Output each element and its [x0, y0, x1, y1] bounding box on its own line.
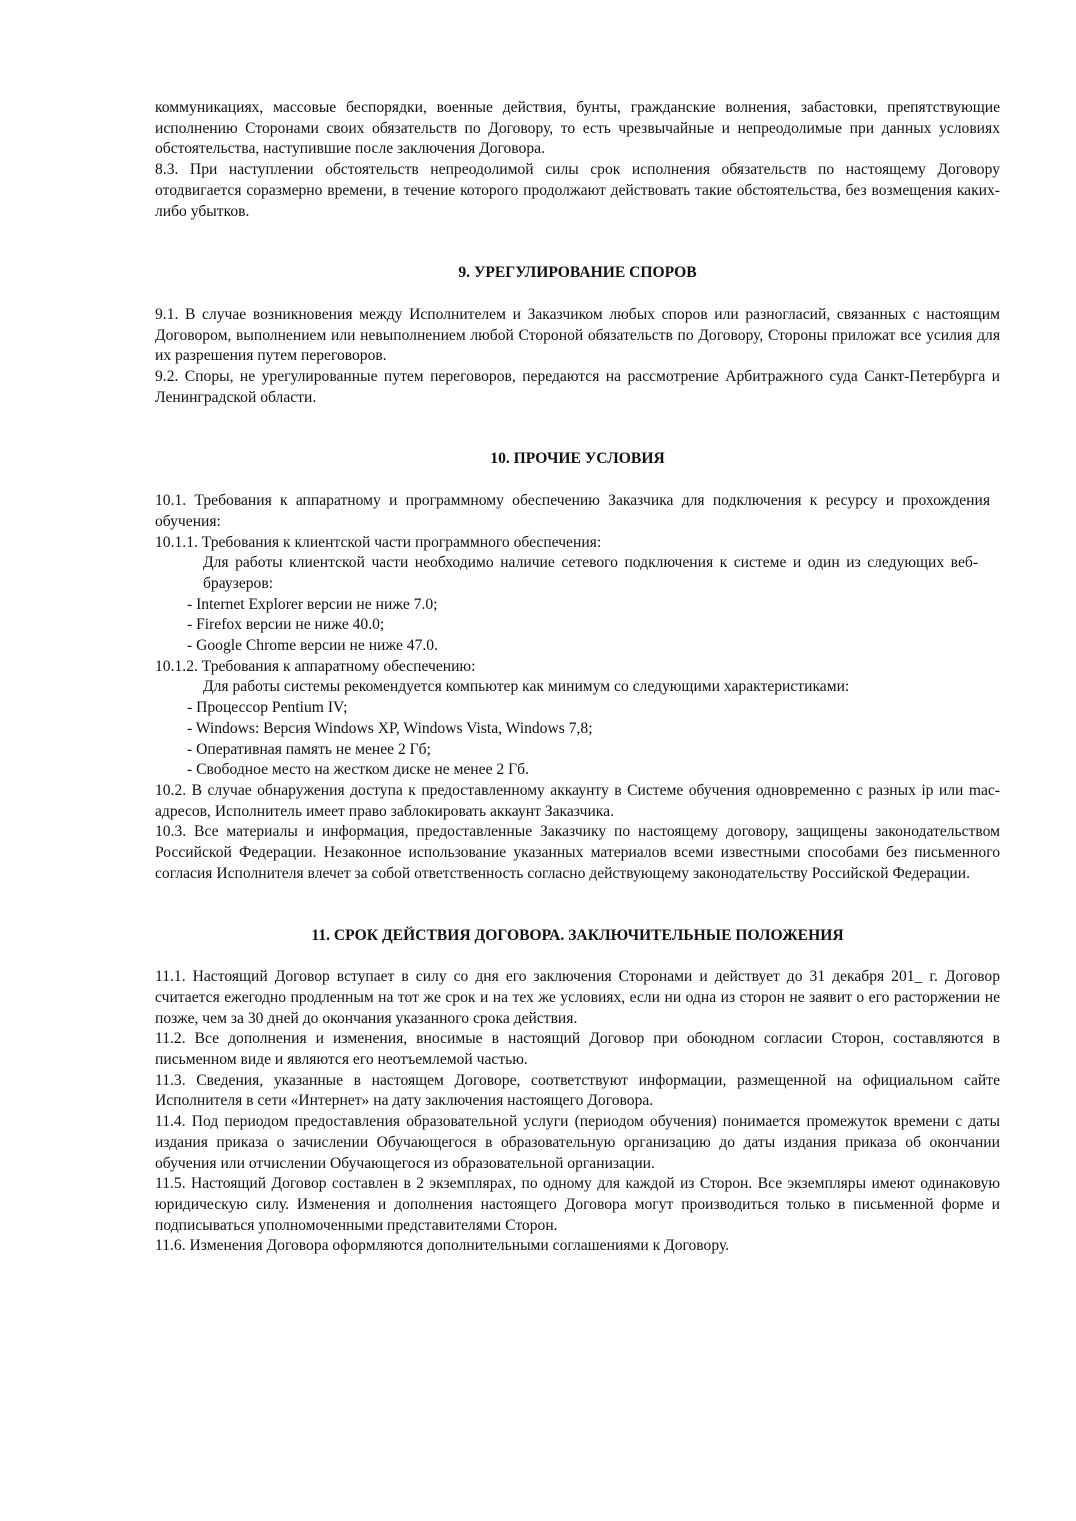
paragraph-8-2-continued: коммуникациях, массовые беспорядки, военные действия, бунты, гражданские волнения, забастовки, препятствующие исполнению Сторонами своих обязательств по Договору, то есть чрезвычайные и непреодолимые при данных условиях обстоятельства, наступившие после заключения Договора.	[155, 99, 1000, 158]
list-item-hardware: - Windows: Версия Windows XP, Windows Vista, Windows 7,8;	[187, 719, 593, 737]
paragraph-10-1-1-text: Для работы клиентской части необходимо наличие сетевого подключения к системе и один из следующих веб-браузеров:	[203, 554, 978, 592]
list-item-browser: - Google Chrome версии не ниже 47.0.	[187, 637, 438, 655]
list-item-hardware: - Процессор Pentium IV;	[187, 699, 348, 717]
document-page	[155, 98, 1000, 1257]
paragraph-11-6: 11.6. Изменения Договора оформляются дополнительными соглашениями к Договору.	[155, 1237, 730, 1255]
section-10-title: 10. ПРОЧИЕ УСЛОВИЯ	[490, 450, 665, 468]
paragraph-11-4: 11.4. Под периодом предоставления образовательной услуги (периодом обучения) понимается промежуток времени с даты издания приказа о зачислении Обучающегося в образовательную организацию до даты издания приказа об окончании обучения или отчислении Обучающегося из образовательной организации.	[155, 1113, 1000, 1172]
paragraph-10-1-2: 10.1.2. Требования к аппаратному обеспечению:	[155, 657, 476, 675]
paragraph-9-2: 9.2. Споры, не урегулированные путем переговоров, передаются на рассмотрение Арбитражного суда Санкт-Петербурга и Ленинградской области.	[155, 368, 1000, 406]
list-item-hardware: - Свободное место на жестком диске не менее 2 Гб.	[187, 761, 529, 779]
paragraph-8-3: 8.3. При наступлении обстоятельств непреодолимой силы срок исполнения обязательств по настоящему Договору отодвигается соразмерно времени, в течение которого продолжают действовать такие обстоятельства, без возмещения каких-либо убытков.	[155, 161, 1000, 220]
paragraph-11-5: 11.5. Настоящий Договор составлен в 2 экземплярах, по одному для каждой из Сторон. Все экземпляры имеют одинаковую юридическую силу. Изменения и дополнения настоящего Договора могут производиться только в письменной форме и подписываться уполномоченными представителями Сторон.	[155, 1175, 1000, 1234]
paragraph-11-3: 11.3. Сведения, указанные в настоящем Договоре, соответствуют информации, размещенной на официальном сайте Исполнителя в сети «Интернет» на дату заключения настоящего Договора.	[155, 1071, 1000, 1110]
paragraph-10-1-2-text: Для работы системы рекомендуется компьютер как минимум со следующими характеристиками:	[203, 678, 850, 696]
paragraph-10-1: 10.1. Требования к аппаратному и программному обеспечению Заказчика для подключения к ресурсу и прохождения обучения:	[155, 492, 990, 530]
paragraph-10-2: 10.2. В случае обнаружения доступа к предоставленному аккаунту в Системе обучения одновременно с разных ip или mac-адресов, Исполнитель имеет право заблокировать аккаунт Заказчика.	[155, 781, 1000, 820]
list-item-hardware: - Оперативная память не менее 2 Гб;	[187, 740, 431, 758]
paragraph-11-1: 11.1. Настоящий Договор вступает в силу со дня его заключения Сторонами и действует до 31 декабря 201_ г. Договор считается ежегодно продленным на тот же срок и на тех же условиях, если ни одна из сторон не заявит о его расторжении не позже, чем за 30 дней до окончания указанного срока действия.	[155, 968, 1000, 1027]
paragraph-9-1: 9.1. В случае возникновения между Исполнителем и Заказчиком любых споров или разногласий, связанных с настоящим Договором, выполнением или невыполнением любой Стороной обязательств по Договору, Стороны приложат все усилия для их разрешения путем переговоров.	[155, 305, 1000, 365]
list-item-browser: - Internet Explorer версии не ниже 7.0;	[187, 595, 438, 613]
paragraph-11-2: 11.2. Все дополнения и изменения, вносимые в настоящий Договор при обоюдном согласии Сторон, составляются в письменном виде и являются его неотъемлемой частью.	[155, 1030, 1000, 1069]
list-item-browser: - Firefox версии не ниже 40.0;	[187, 616, 385, 634]
paragraph-10-1-1: 10.1.1. Требования к клиентской части программного обеспечения:	[155, 533, 602, 551]
section-11-title: 11. СРОК ДЕЙСТВИЯ ДОГОВОРА. ЗАКЛЮЧИТЕЛЬНЫЕ ПОЛОЖЕНИЯ	[311, 926, 844, 944]
paragraph-10-3: 10.3. Все материалы и информация, предоставленные Заказчику по настоящему договору, защищены законодательством Российской Федерации. Незаконное использование указанных материалов всеми известными способами без письменного согласия Исполнителя влечет за собой ответственность согласно действующему законодательству Российской Федерации.	[155, 823, 1000, 882]
section-9-title: 9. УРЕГУЛИРОВАНИЕ СПОРОВ	[458, 264, 697, 282]
